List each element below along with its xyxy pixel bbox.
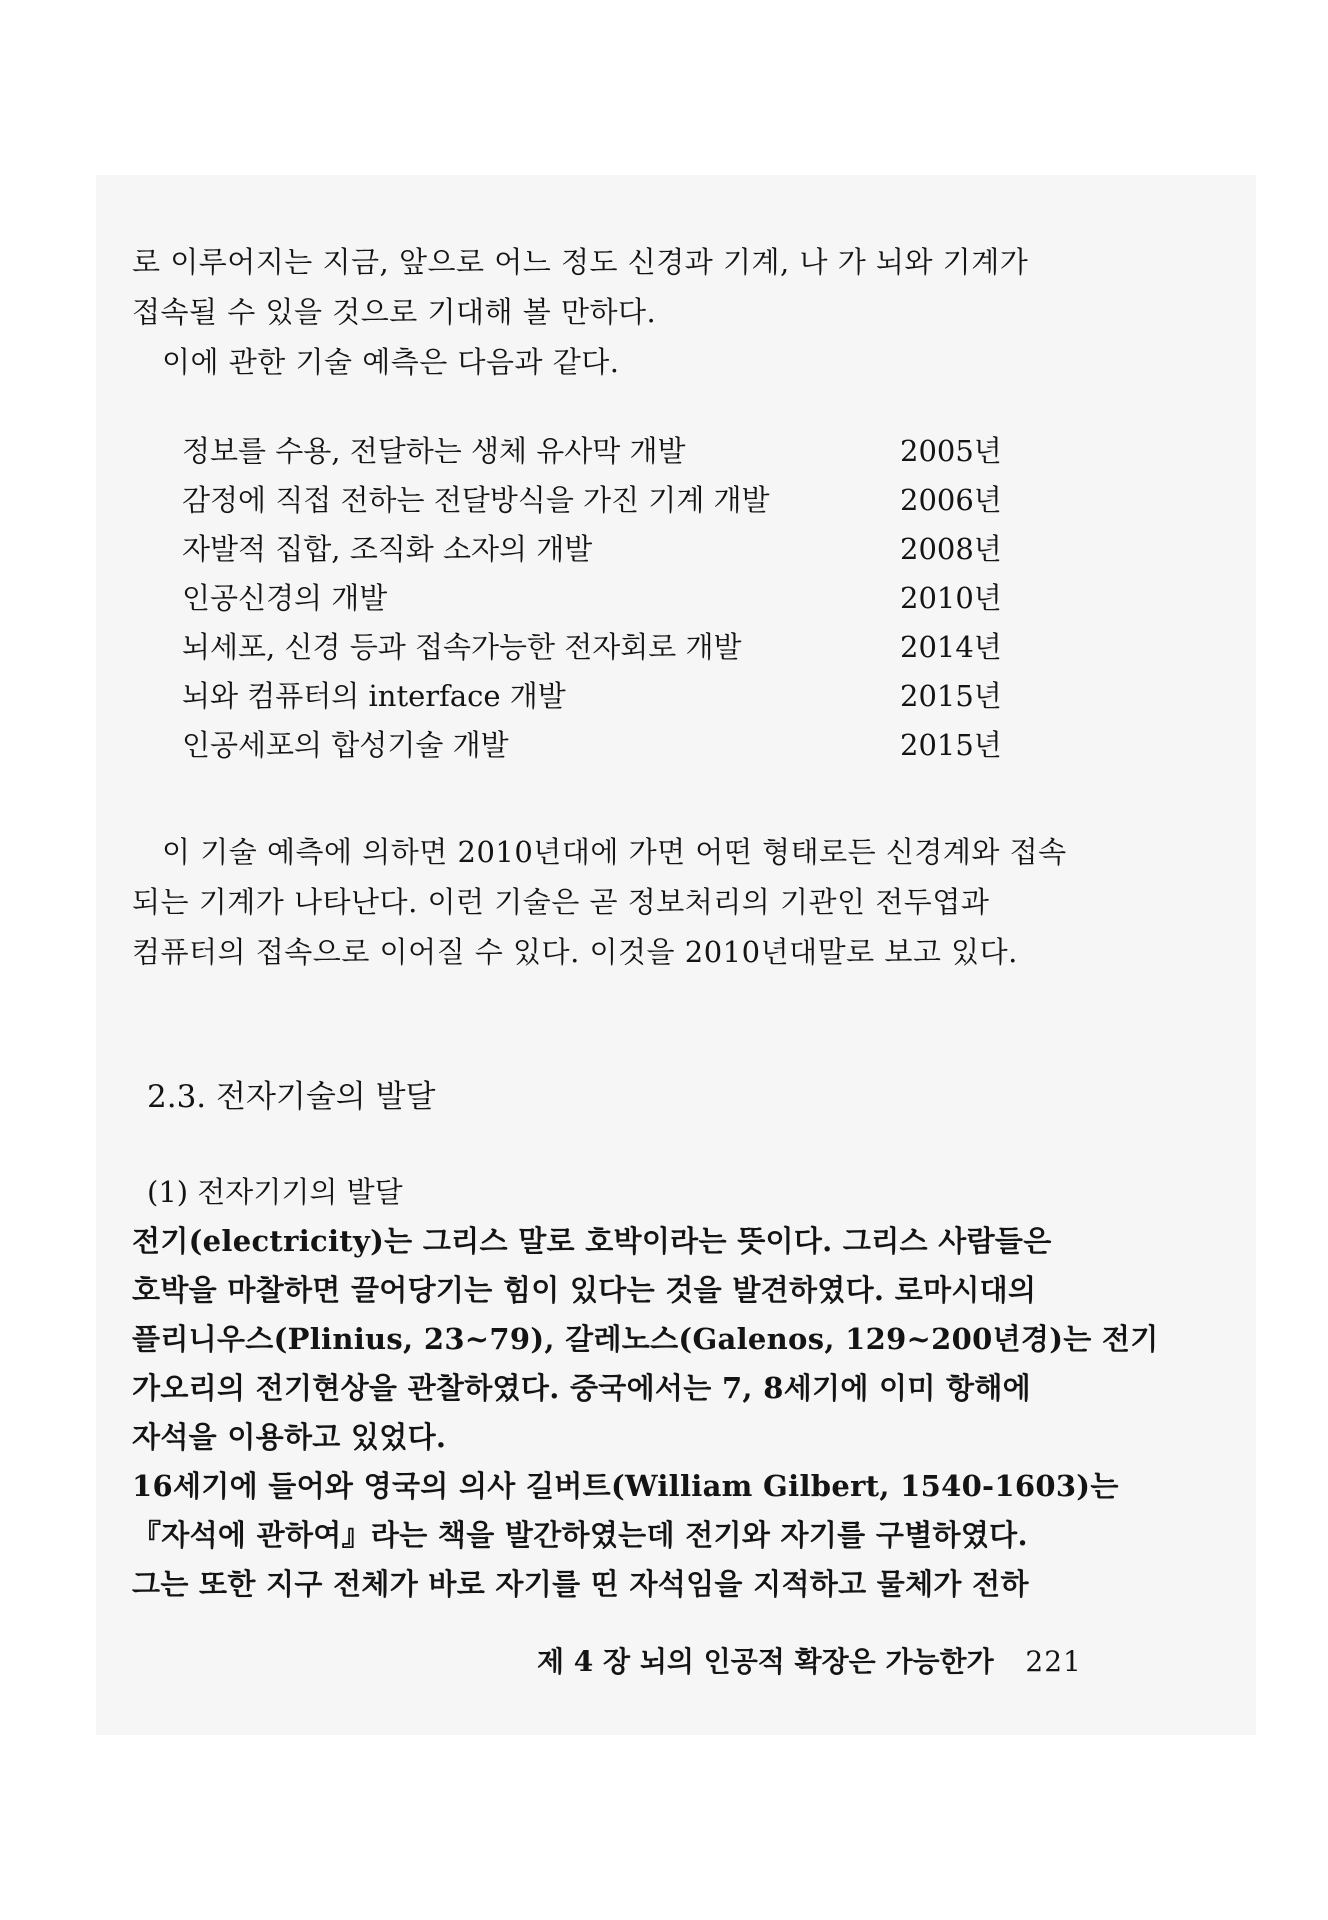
prediction-year: 2015년 [900,679,1002,713]
prediction-label: 정보를 수용, 전달하는 생체 유사막 개발 [182,434,686,468]
prediction-label: 인공세포의 합성기술 개발 [182,728,509,762]
prediction-year: 2014년 [900,630,1002,664]
prediction-year: 2010년 [900,581,1002,615]
intro-line-1: 로 이루어지는 지금, 앞으로 어느 정도 신경과 기계, 나 가 뇌와 기계가 [132,245,1029,279]
conclusion-line-3: 컴퓨터의 접속으로 이어질 수 있다. 이것을 2010년대말로 보고 있다. [132,935,1018,969]
prediction-label: 감정에 직접 전하는 전달방식을 가진 기계 개발 [182,483,770,517]
prediction-row [182,721,1002,770]
body-line-2: 호박을 마찰하면 끌어당기는 힘이 있다는 것을 발견하였다. 로마시대의 [132,1273,1037,1307]
body-line-8: 그는 또한 지구 전체가 바로 자기를 띤 자석임을 지적하고 물체가 전하 [132,1567,1029,1601]
body-line-4: 가오리의 전기현상을 관찰하였다. 중국에서는 7, 8세기에 이미 항해에 [132,1371,1032,1405]
body-line-7: 『자석에 관하여』라는 책을 발간하였는데 전기와 자기를 구별하였다. [132,1518,1028,1552]
body-paragraph [132,1217,1159,1609]
prediction-row [182,525,1002,574]
chapter-title: 제 4 장 뇌의 인공적 확장은 가능한가 [537,1645,994,1678]
prediction-year: 2005년 [900,434,1002,468]
body-line-6: 16세기에 들어와 영국의 의사 길버트(William Gilbert, 1540-1603)는 [132,1469,1119,1503]
prediction-row [182,623,1002,672]
prediction-year: 2006년 [900,483,1002,517]
prediction-label: 자발적 집합, 조직화 소자의 개발 [182,532,593,566]
body-line-1: 전기(electricity)는 그리스 말로 호박이라는 뜻이다. 그리스 사람들은 [132,1224,1052,1258]
prediction-year: 2008년 [900,532,1002,566]
conclusion-line-2: 되는 기계가 나타난다. 이런 기술은 곧 정보처리의 기관인 전두엽과 [132,885,990,919]
section-heading: 2.3. 전자기술의 발달 [147,1079,436,1115]
page-number: 221 [1025,1645,1082,1678]
prediction-label: 뇌세포, 신경 등과 접속가능한 전자회로 개발 [182,630,742,664]
prediction-row [182,427,1002,476]
body-line-3: 플리니우스(Plinius, 23~79), 갈레노스(Galenos, 129~200년경)는 전기 [132,1322,1159,1356]
body-line-5: 자석을 이용하고 있었다. [132,1420,447,1454]
conclusion-paragraph [132,827,1092,977]
prediction-label: 뇌와 컴퓨터의 interface 개발 [182,679,566,713]
conclusion-line-1: 이 기술 예측에 의하면 2010년대에 가면 어떤 형태로든 신경계와 접속 [162,835,1067,869]
prediction-row [182,672,1002,721]
prediction-row [182,574,1002,623]
intro-line-3: 이에 관한 기술 예측은 다음과 같다. [162,345,620,379]
prediction-year: 2015년 [900,728,1002,762]
prediction-row [182,476,1002,525]
page-footer [537,1637,1082,1687]
prediction-label: 인공신경의 개발 [182,581,388,615]
intro-paragraph [132,237,1092,387]
prediction-list [182,427,1002,770]
intro-line-2: 접속될 수 있을 것으로 기대해 볼 만하다. [132,295,657,329]
sub-heading: (1) 전자기기의 발달 [147,1175,403,1209]
